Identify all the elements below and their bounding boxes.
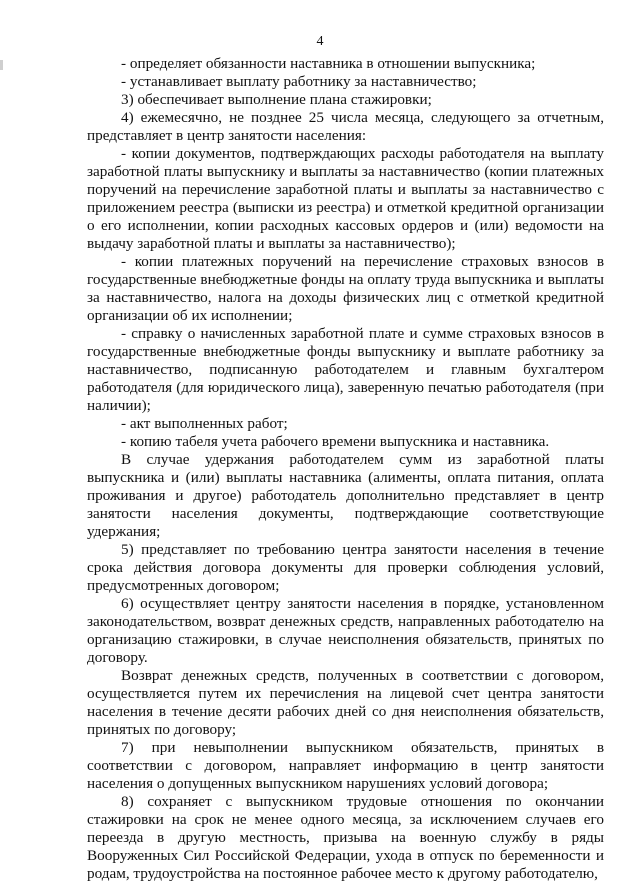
paragraph-3: 3) обеспечивает выполнение плана стажировки; [121, 91, 432, 108]
paragraph-11: 5) представляет по требованию центра занятости населения в течение срока действия договора документы для проверки соблюдения условий, предусмотренных договором; [87, 541, 604, 594]
page-number: 4 [316, 34, 324, 49]
paragraph-10: В случае удержания работодателем сумм из заработной платы выпускника и (или) выплаты наставника (алименты, оплата питания, оплата проживания и другое) работодатель дополнительно представляет в центр занятости населения документы, подтверждающие соответствующие удержания; [87, 451, 604, 540]
document-body [87, 55, 604, 883]
paragraph-8: - акт выполненных работ; [121, 415, 288, 432]
paragraph-2: - устанавливает выплату работнику за наставничество; [121, 73, 477, 90]
paragraph-1: - определяет обязанности наставника в отношении выпускника; [121, 55, 536, 72]
scan-edge-mark [0, 60, 3, 70]
paragraph-14: 7) при невыполнении выпускником обязательств, принятых в соответствии с договором, направляет информацию в центр занятости населения о допущенных выпускником нарушениях условий договора; [87, 739, 604, 792]
paragraph-7: - справку о начисленных заработной плате и сумме страховых взносов в государственные внебюджетные фонды выпускнику и выплате работнику за наставничество, подписанную работодателем и главным бухгалтером работодателя (для юридического лица), заверенную печатью работодателя (при наличии); [87, 325, 604, 414]
paragraph-5: - копии документов, подтверждающих расходы работодателя на выплату заработной платы выпускнику и выплаты за наставничество (копии платежных поручений на перечисление заработной платы и выплаты за наставничество с приложением реестра (выписки из реестра) и отметкой кредитной организации о его исполнении, копии расходных кассовых ордеров и (или) ведомости на выдачу заработной платы и выплаты за наставничество); [87, 145, 604, 252]
paragraph-6: - копии платежных поручений на перечисление страховых взносов в государственные внебюджетные фонды на оплату труда выпускника и выплаты за наставничество, налога на доходы физических лиц с отметкой кредитной организации об их исполнении; [87, 253, 604, 324]
paragraph-13: Возврат денежных средств, полученных в соответствии с договором, осуществляется путем их перечисления на лицевой счет центра занятости населения в течение десяти рабочих дней со дня неисполнения обязательств, принятых по договору; [87, 667, 604, 738]
paragraph-12: 6) осуществляет центру занятости населения в порядке, установленном законодательством, возврат денежных средств, направленных работодателю на организацию стажировки, в случае неисполнения обязательств, принятых по договору. [87, 595, 604, 666]
paragraph-15: 8) сохраняет с выпускником трудовые отношения по окончании стажировки на срок не менее одного месяца, за исключением случаев его переезда в другую местность, призыва на военную службу в ряды Вооруженных Сил Российской Федерации, ухода в отпуск по беременности и родам, трудоустройства на постоянное рабочее место к другому работодателю, [87, 793, 604, 882]
paragraph-9: - копию табеля учета рабочего времени выпускника и наставника. [121, 433, 550, 450]
paragraph-4: 4) ежемесячно, не позднее 25 числа месяца, следующего за отчетным, представляет в центр занятости населения: [87, 109, 604, 144]
